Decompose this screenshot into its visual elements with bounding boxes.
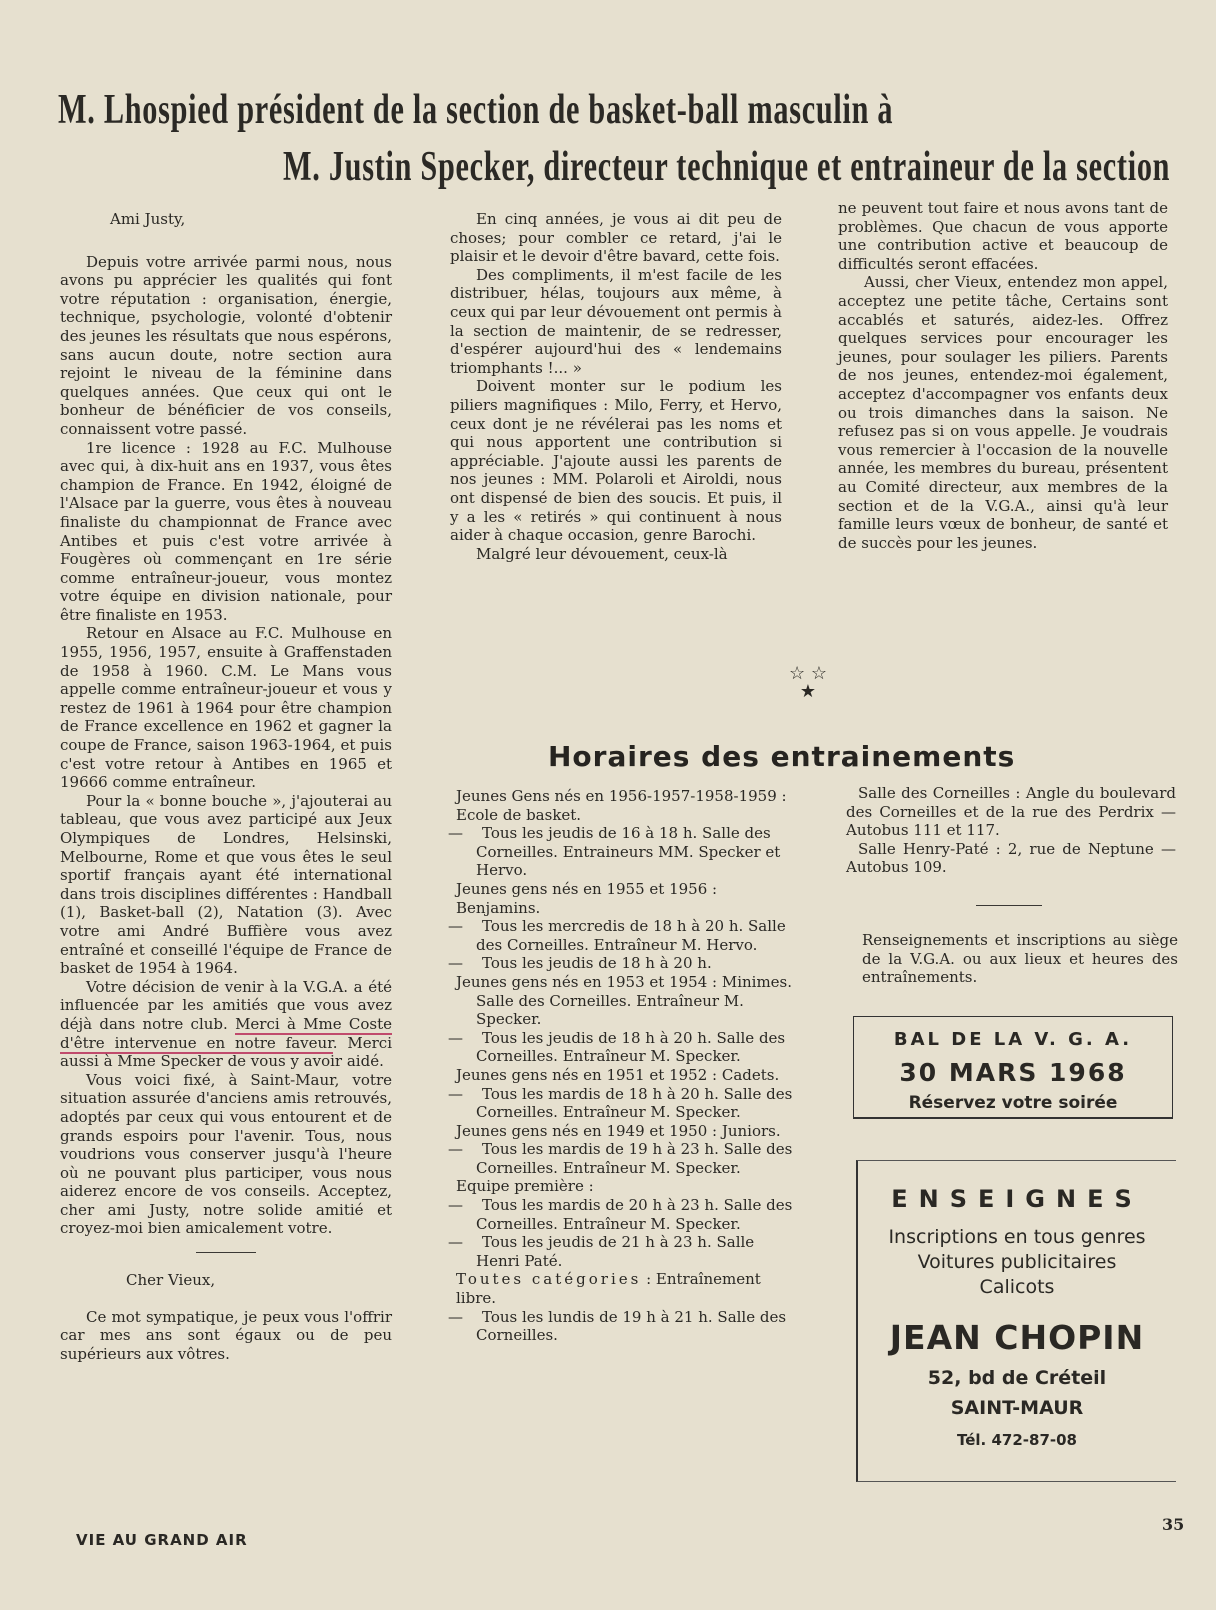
- venue-list: [846, 784, 1176, 877]
- letter-paragraph: Retour en Alsace au F.C. Mulhouse en 1955, 1956, 1957, ensuite à Graffenstaden de 1958 à 1960. C.M. Le Mans vous appelle comme entraîneur-joueur et vous y restez de 1961 à 1964 pour être champion de France excellence en 1962 et gagner la coupe de France, saison 1963-1964, et puis c'est votre retour à Antibes en 1965 et 19666 comme entraîneur.: [60, 624, 392, 792]
- ad-bal-title: BAL DE LA V. G. A.: [893, 1029, 1133, 1050]
- letter-paragraph: En cinq années, je vous ai dit peu de choses; pour combler ce retard, j'ai le plaisir et le devoir d'être bavard, cette fois.: [450, 210, 782, 266]
- schedule-item: — Tous les jeudis de 21 h à 23 h. Salle Henri Paté.: [448, 1233, 755, 1270]
- venue-address: Salle des Corneilles : Angle du boulevard des Corneilles et de la rue des Perdrix — Autobus 111 et 117.: [846, 784, 1176, 840]
- star-ornament: [778, 665, 838, 701]
- schedule-item: — Tous les jeudis de 18 h à 20 h.: [448, 954, 712, 973]
- separator-rule: [976, 905, 1042, 906]
- letter-column-3: [838, 199, 1168, 552]
- reply-salutation: Cher Vieux,: [126, 1271, 216, 1290]
- letter-paragraph: Depuis votre arrivée parmi nous, nous avons pu apprécier les qualités qui font votre réputation : organisation, énergie, technique, psychologie, volonté d'obtenir des jeunes les résultats que nous espérons, sans aucun doute, notre section aura rejoint le niveau de la féminine dans quelques années. Que ceux qui ont le bonheur de bénéficier de vos conseils, connaissent votre passé.: [60, 252, 392, 438]
- schedule-item: — Tous les mardis de 19 h à 23 h. Salle des Corneilles. Entraîneur M. Specker.: [448, 1140, 793, 1177]
- ad-enseignes-title: ENSEIGNES: [891, 1185, 1143, 1213]
- schedule-item: — Tous les mercredis de 18 h à 20 h. Salle des Corneilles. Entraîneur M. Hervo.: [448, 917, 786, 954]
- schedule-group: Equipe première :: [456, 1177, 594, 1196]
- letter-paragraph: 1re licence : 1928 au F.C. Mulhouse avec qui, à dix-huit ans en 1937, vous êtes champion de France. En 1942, éloigné de l'Alsace par la guerre, vous êtes à nouveau finaliste du championnat de France avec Antibes et puis c'est votre arrivée à Fougères où commençant en 1re série comme entraîneur-joueur, vous montez votre équipe en division nationale, pour être finaliste en 1953.: [60, 438, 392, 624]
- schedule-item: — Tous les jeudis de 18 h à 20 h. Salle des Corneilles. Entraîneur M. Specker.: [448, 1028, 786, 1066]
- magazine-name: VIE AU GRAND AIR: [76, 1531, 248, 1549]
- schedule-group: Jeunes gens nés en 1953 et 1954 : Minimes.: [456, 972, 793, 991]
- schedule-heading: Horaires des entrainements: [548, 740, 1016, 773]
- schedule-item: — Tous les lundis de 19 h à 21 h. Salle des Corneilles.: [448, 1307, 787, 1345]
- venue-address: Salle Henry-Paté : 2, rue de Neptune — Autobus 109.: [846, 839, 1176, 877]
- headline-line-2: M. Justin Specker, directeur technique et entraineur de la section: [282, 144, 1170, 190]
- schedule-group: Jeunes gens nés en 1951 et 1952 : Cadets.: [456, 1065, 780, 1084]
- ad-enseignes-address: 52, bd de Créteil: [927, 1367, 1107, 1389]
- letter-text: . Merci aussi à Mme Specker de vous y avoir aidé.: [60, 1033, 392, 1071]
- ad-bal-date: 30 MARS 1968: [899, 1058, 1127, 1087]
- letter-column-1: [60, 210, 392, 1363]
- schedule-group: Toutes catégories : Entraînement libre.: [456, 1270, 761, 1308]
- letter-paragraph: Ce mot sympatique, je peux vous l'offrir car mes ans sont égaux ou de peu supérieurs aux vôtres.: [60, 1307, 392, 1363]
- info-text: Renseignements et inscriptions au siège de la V.G.A. ou aux lieux et heures des entraînements.: [862, 931, 1178, 987]
- schedule-item: — Tous les jeudis de 16 à 18 h. Salle des Corneilles. Entraineurs MM. Specker et Hervo.: [448, 824, 781, 880]
- schedule-item: — Tous les mardis de 20 h à 23 h. Salle des Corneilles. Entraîneur M. Specker.: [448, 1196, 793, 1233]
- letter-paragraph: Pour la « bonne bouche », j'ajouterai au tableau, que vous avez participé aux Jeux Olympiques de Londres, Helsinski, Melbourne, Rome et que vous êtes le seul sportif français ayant été international dans trois disciplines différentes : Handball (1), Basket-ball (2), Natation (3). Avec votre ami André Buffière vous avez entraîné et conseillé l'équipe de France de basket de 1954 à 1964.: [60, 791, 392, 978]
- star-icon: ☆ ☆: [789, 663, 827, 684]
- schedule-item: Salle des Corneilles. Entraîneur M. Specker.: [476, 991, 744, 1029]
- letter-text: Votre décision de venir à la V.G.A. a été influencée par les amitiés que vous avez déjà dans notre club.: [60, 977, 392, 1033]
- letter-paragraph: Des compliments, il m'est facile de les distribuer, hélas, toujours aux même, à ceux qui par leur dévouement ont permis à la section de maintenir, de se redresser, d'espérer aujourd'hui des « lendemains triomphants !... »: [450, 265, 782, 377]
- letter-column-2: [450, 210, 782, 563]
- schedule-item: — Tous les mardis de 18 h à 20 h. Salle des Corneilles. Entraîneur M. Specker.: [448, 1084, 793, 1122]
- ad-enseignes-phone: Tél. 472-87-08: [957, 1431, 1077, 1449]
- schedule-group: Jeunes Gens nés en 1956-1957-1958-1959 : Ecole de basket.: [456, 787, 787, 824]
- ad-enseignes-box: [856, 1160, 1176, 1482]
- schedule-group: Jeunes gens nés en 1955 et 1956 : Benjamins.: [456, 879, 718, 917]
- ad-enseignes-name: JEAN CHOPIN: [889, 1318, 1145, 1357]
- letter-paragraph: Malgré leur dévouement, ceux-là: [476, 544, 728, 563]
- ad-enseignes-services: Inscriptions en tous genres Voitures publicitaires Calicots: [888, 1226, 1146, 1298]
- separator-rule: [196, 1252, 256, 1253]
- letter-paragraph: ne peuvent tout faire et nous avons tant de problèmes. Que chacun de vous apporte une contribution active et beaucoup de difficultés seront effacées.: [838, 199, 1168, 273]
- letter-paragraph: Vous voici fixé, à Saint-Maur, votre situation assurée d'anciens amis retrouvés, adoptés par ceux qui vous entourent et de grands espoirs pour l'avenir. Tous, nous voudrions vous conserver jusqu'à l'heure où ne pouvant plus participer, vous nous aiderez encore de vos conseils. Acceptez, cher ami Justy, notre solide amitié et croyez-moi bien amicalement votre.: [60, 1070, 392, 1238]
- letter-paragraph: [60, 978, 392, 1071]
- letter-salutation: Ami Justy,: [110, 210, 186, 228]
- letter-paragraph: Aussi, cher Vieux, entendez mon appel, acceptez une petite tâche, Certains sont accablés et saturés, aidez-les. Offrez quelques services pour encourager les jeunes, pour soulager les piliers. Parents de nos jeunes, entendez-moi également, acceptez d'accompagner vos enfants deux ou trois dimanches dans la saison. Ne refusez pas si on vous appelle. Je voudrais vous remercier à l'occasion de la nouvelle année, les membres du bureau, présentent au Comité directeur, aux membres de la section et de la V.G.A., ainsi qu'à leur famille leurs vœux de bonheur, de santé et de succès pour les jeunes.: [838, 273, 1168, 552]
- schedule-group: Jeunes gens nés en 1949 et 1950 : Juniors.: [456, 1121, 781, 1140]
- headline-line-1: M. Lhospied président de la section de basket-ball masculin à: [58, 87, 894, 133]
- ad-bal-tagline: Réservez votre soirée: [908, 1093, 1118, 1113]
- page-number: 35: [1162, 1515, 1185, 1534]
- schedule-list: [448, 787, 794, 1345]
- letter-paragraph: Doivent monter sur le podium les piliers magnifiques : Milo, Ferry, et Hervo, ceux dont je ne révélerai pas les noms et qui nous apportent une contribution si appréciable. J'ajoute aussi les parents de nos jeunes : MM. Polaroli et Airoldi, nous ont dispensé de bien des soucis. Et puis, il y a les « retirés » qui continuent à nous aider à chaque occasion, genre Barochi.: [450, 377, 782, 545]
- ad-enseignes-city: SAINT-MAUR: [950, 1397, 1084, 1419]
- ad-bal-box: [853, 1016, 1173, 1119]
- handwritten-underline-passage: Merci à Mme Coste d'être intervenue en notre faveur: [60, 1014, 392, 1052]
- star-icon: ★: [799, 681, 817, 702]
